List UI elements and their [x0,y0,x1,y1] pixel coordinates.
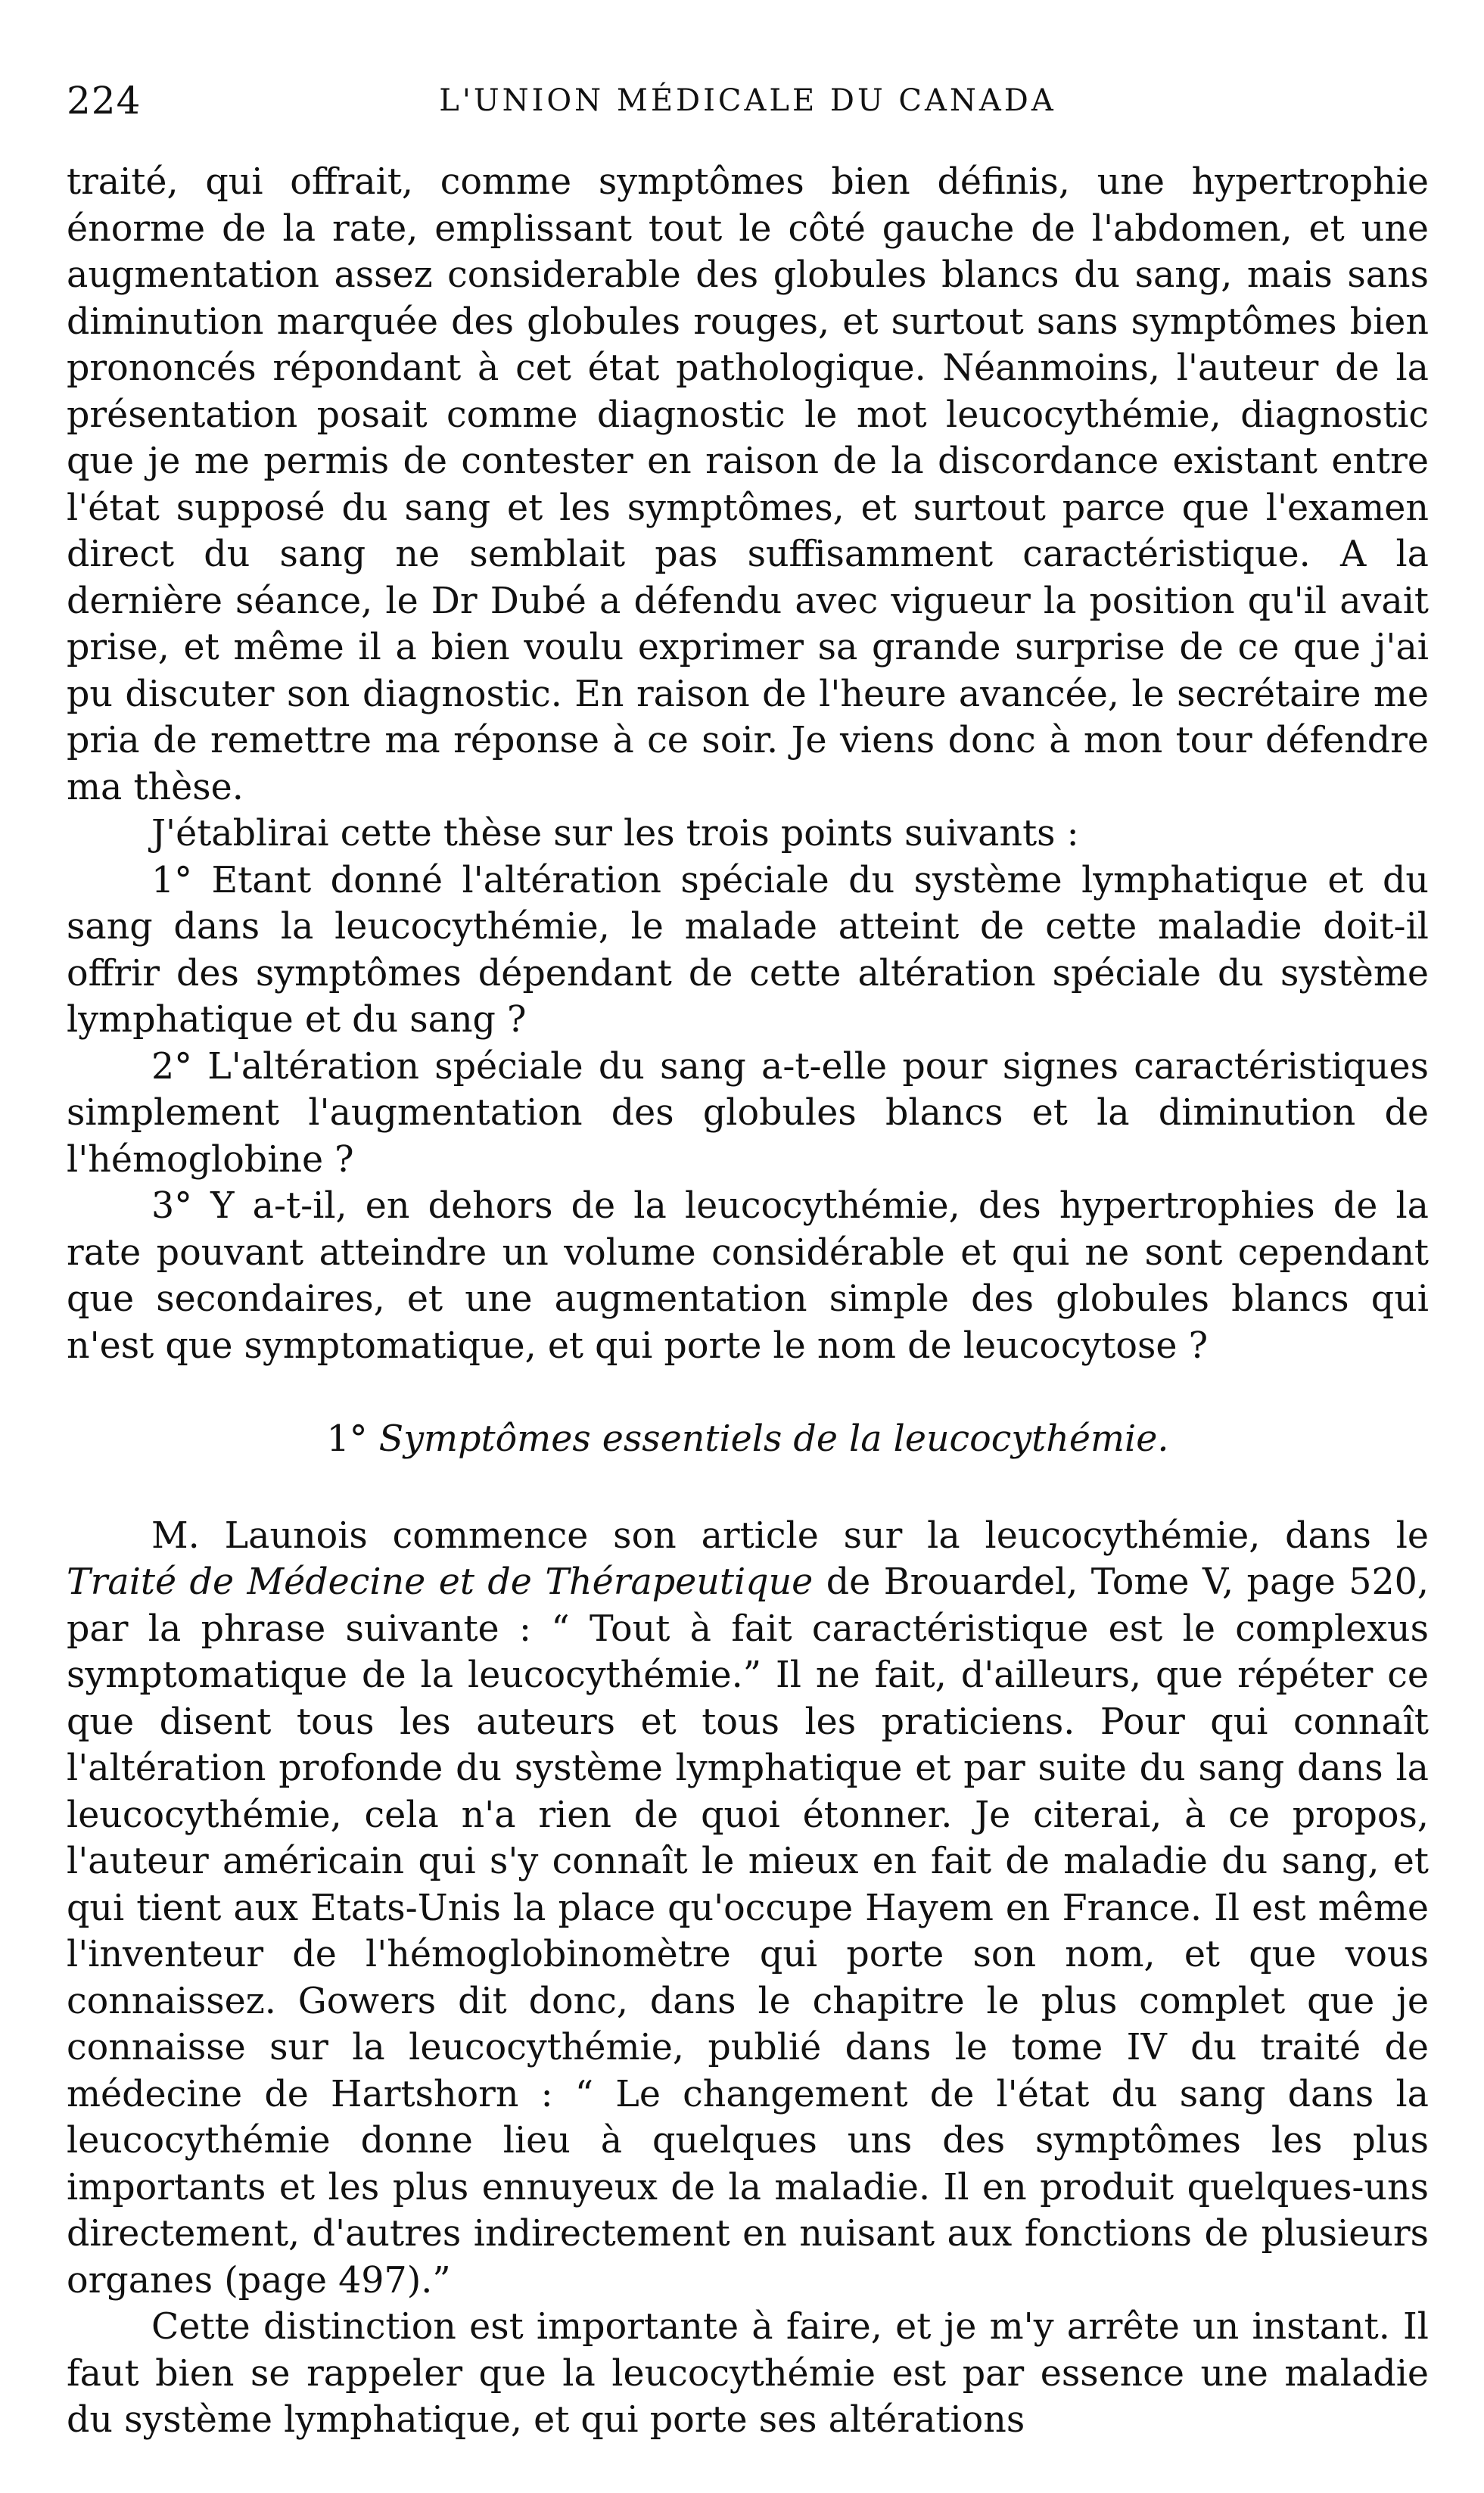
section-heading-title: Symptômes essentiels de la leucocythémie. [378,1418,1169,1460]
section-heading-number: 1° [326,1418,368,1460]
body-paragraph: J'établirai cette thèse sur les trois points suivants : [151,813,1079,854]
body-paragraph: traité, qui offrait, comme symptômes bien définis, une hypertrophie énorme de la rate, emplissant tout le côté gauche de l'abdomen, et une augmentation assez considerable des globules blancs du sang, mais sans diminution marquée des globules rouges, et surtout sans symptômes bien prononcés répondant à cet état pathologique. Néanmoins, l'auteur de la présentation posait comme diagnostic le mot leucocythémie, diagnostic que je me permis de contester en raison de la discordance existant entre l'état supposé du sang et les symptômes, et surtout parce que l'examen direct du sang ne semblait pas suffisamment caractéristique. A la dernière séance, le Dr Dubé a défendu avec vigueur la position qu'il avait prise, et même il a bien voulu exprimer sa grande surprise de ce que j'ai pu discuter son diagnostic. En raison de l'heure avancée, le secrétaire me pria de remettre ma réponse à ce soir. Je viens donc à mon tour défendre ma thèse. [67,161,1429,808]
text-run: M. Launois commence son article sur la leucocythémie, dans le [151,1514,1429,1557]
page-header [67,74,1429,127]
article-body [67,159,1429,2444]
page-number: 224 [67,79,142,123]
numbered-point-1: 1° Etant donné l'altération spéciale du système lymphatique et du sang dans la leucocythémie, le malade atteint de cette maladie doit-il offrir des symptômes dépendant de cette altération spéciale du système lymphatique et du sang ? [67,859,1429,1041]
body-paragraph [67,1513,1429,2305]
body-paragraph: Cette distinction est importante à faire, et je m'y arrête un instant. Il faut bien se rappeler que la leucocythémie est par essence une maladie du système lymphatique, et qui porte ses altérations [67,2306,1429,2441]
running-title: L'UNION MÉDICALE DU CANADA [439,83,1056,118]
cited-work-title: Traité de Médecine et de Thérapeutique [67,1561,814,1603]
text-run: de Brouardel, Tome V, page 520, par la phrase suivante : “ Tout à fait caractéristique est le complexus symptomatique de la leucocythémie.” Il ne fait, d'ailleurs, que répéter ce que disent tous les auteurs et tous les praticiens. Pour qui connaît l'altération profonde du système lymphatique et par suite du sang dans la leucocythémie, cela n'a rien de quoi étonner. Je citerai, à ce propos, l'auteur américain qui s'y connaît le mieux en fait de maladie du sang, et qui tient aux Etats-Unis la place qu'occupe Hayem en France. Il est même l'inventeur de l'hémoglobinomètre qui porte son nom, et que vous connaissez. Gowers dit donc, dans le chapitre le plus complet que je connaisse sur la leucocythémie, publié dans le tome IV du traité de médecine de Hartshorn : “ Le changement de l'état du sang dans la leucocythémie donne lieu à quelques uns des symptômes les plus importants et les plus ennuyeux de la maladie. Il en produit quelques-uns directement, d'autres indirectement en nuisant aux fonctions de plusieurs organes (page 497).” [67,1561,1430,2302]
numbered-point-3: 3° Y a-t-il, en dehors de la leucocythémie, des hypertrophies de la rate pouvant atteindre un volume considérable et qui ne sont cependant que secondaires, et une augmentation simple des globules blancs qui n'est que symptomatique, et qui porte le nom de leucocytose ? [67,1185,1429,1367]
numbered-point-2: 2° L'altération spéciale du sang a-t-elle pour signes caractéristiques simplement l'augmentation des globules blancs et la diminution de l'hémoglobine ? [67,1045,1429,1181]
section-heading [67,1416,1429,1463]
